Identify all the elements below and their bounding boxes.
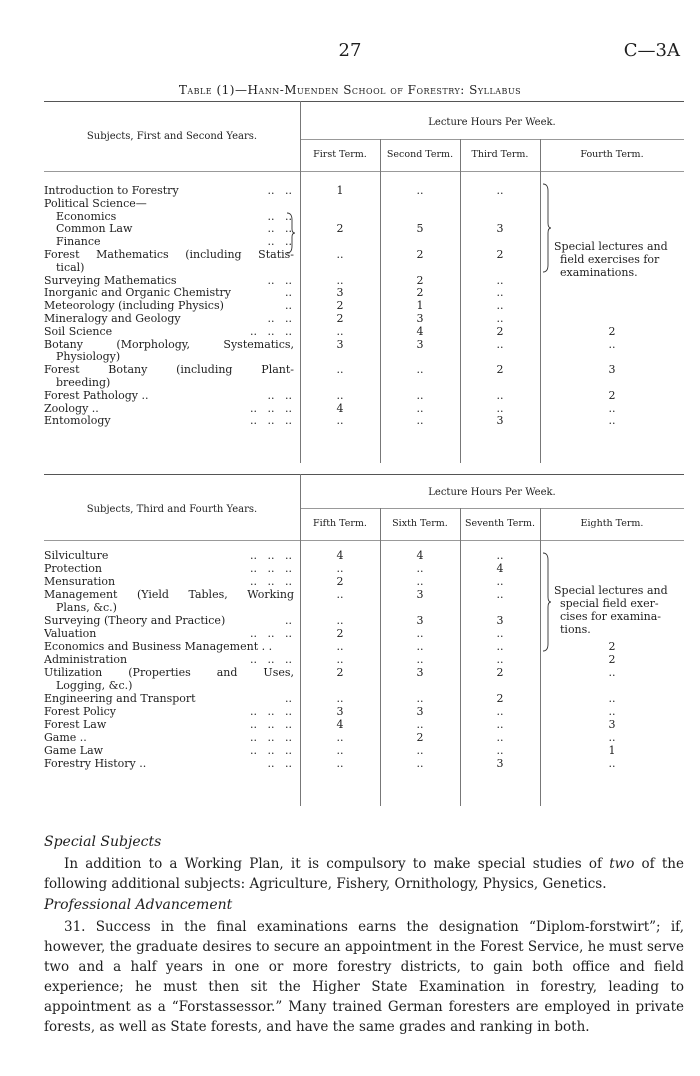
subject-name: Soil Science — [44, 325, 113, 338]
hours-cell: 3 — [496, 222, 504, 236]
subject-name: Economics and Business Management . . — [44, 641, 273, 653]
hours-cell: .. — [416, 627, 424, 640]
subject-name: Forest Botany (including Plant- — [44, 364, 294, 377]
leader-dots: .. .. .. — [250, 744, 292, 757]
special-note-line: cises for examina- — [560, 610, 662, 623]
subject-name: Surveying (Theory and Practice) — [44, 615, 226, 627]
subject-name: Mineralogy and Geology — [44, 313, 181, 325]
leader-dots: .. .. — [267, 312, 292, 325]
hours-cell: .. — [608, 757, 616, 770]
hours-cell: 2 — [336, 627, 344, 640]
hours-cell: .. — [496, 312, 504, 325]
special-note-line: field exercises for — [560, 253, 660, 266]
hours-cell: 3 — [416, 614, 424, 627]
subject-name: Economics — [56, 210, 117, 223]
table-row — [44, 403, 684, 416]
hours-cell: 2 — [416, 248, 424, 261]
subject-name: Meteorology (including Physics) — [44, 300, 224, 313]
hours-cell: .. — [336, 653, 344, 666]
subject-name: Engineering and Transport — [44, 693, 196, 705]
lecture-hours-header: Lecture Hours Per Week. — [428, 117, 556, 128]
hours-cell: .. — [608, 705, 616, 718]
table-top-rule — [44, 101, 684, 102]
subjects-header: Subjects, Third and Fourth Years. — [86, 504, 258, 515]
hours-cell: 3 — [336, 705, 344, 718]
leader-dots: .. .. .. — [250, 401, 292, 415]
table-row — [44, 339, 684, 365]
hours-cell: .. — [416, 401, 424, 415]
leader-dots: .. .. — [267, 235, 292, 249]
hours-cell: 2 — [416, 731, 424, 744]
table-row — [44, 758, 684, 771]
hours-cell: 3 — [416, 705, 424, 718]
term-header-3: Third Term. — [471, 149, 529, 160]
table-row — [44, 654, 684, 667]
professional-advancement-paragraph — [44, 917, 684, 1037]
subject-name: Forest Mathematics (including Statis- — [44, 249, 294, 261]
hours-cell: 3 — [416, 588, 424, 601]
hours-cell: .. — [496, 653, 504, 666]
term-header-6: Sixth Term. — [392, 518, 448, 529]
table-row — [44, 223, 684, 236]
table-row — [44, 693, 684, 706]
leader-dots: .. .. — [267, 209, 292, 223]
hours-cell: .. — [416, 363, 424, 377]
hours-cell: .. — [336, 273, 344, 287]
table-row — [44, 732, 684, 745]
hours-cell: .. — [496, 588, 504, 601]
hours-cell: 1 — [336, 184, 344, 197]
hours-cell: .. — [416, 184, 424, 197]
subject-name: Entomology — [44, 415, 111, 428]
hours-cell: .. — [336, 363, 344, 377]
page-code: C—3A — [623, 40, 680, 61]
hours-cell: 2 — [608, 653, 616, 666]
hours-cell: 2 — [336, 666, 344, 679]
professional-advancement-heading: Professional Advancement — [44, 897, 233, 913]
hours-cell: 2 — [336, 575, 344, 588]
table-row — [44, 745, 684, 758]
table-row — [44, 364, 684, 390]
special-subjects-heading: Special Subjects — [44, 834, 162, 850]
syllabus-table-first-second-years — [44, 101, 684, 463]
hours-cell: 3 — [608, 363, 616, 377]
hours-cell: .. — [496, 299, 504, 313]
term-header-4: Fourth Term. — [580, 149, 644, 160]
hours-cell: 2 — [336, 299, 344, 313]
hours-cell: .. — [416, 640, 424, 653]
leader-dots: .. .. — [267, 184, 292, 197]
subject-name: Silviculture — [44, 550, 109, 562]
leader-dots: .. — [285, 286, 292, 300]
table-row — [44, 287, 684, 300]
hours-cell: .. — [608, 692, 616, 705]
para-text: of the following additional subjects: Agriculture, Fishery, Ornithology, Physics, Genetics. — [44, 856, 684, 892]
leader-dots: .. .. .. — [250, 414, 292, 428]
hours-cell: .. — [496, 731, 504, 744]
table-title: Table (1)—Hann-Muenden School of Forestry: Syllabus — [178, 83, 522, 97]
hours-cell: 4 — [416, 324, 424, 338]
hours-cell: .. — [416, 562, 424, 575]
hours-cell: .. — [336, 414, 344, 428]
term-header-5: Fifth Term. — [313, 518, 367, 529]
subject-name: Utilization (Properties and Uses, — [44, 667, 294, 679]
page-number: 27 — [338, 40, 362, 61]
hours-cell: .. — [336, 614, 344, 627]
subject-continuation: tical) — [56, 260, 85, 274]
hours-cell: .. — [608, 666, 616, 679]
hours-cell: 2 — [608, 640, 616, 653]
hours-cell: .. — [496, 286, 504, 300]
hours-cell: .. — [416, 718, 424, 731]
hours-cell: 2 — [608, 388, 616, 402]
hours-cell: 3 — [416, 312, 424, 325]
table-row — [44, 719, 684, 732]
para-text: In addition to a Working Plan, it is compulsory to make special studies of — [64, 856, 610, 872]
subject-name: Game .. — [44, 732, 87, 744]
subject-name: Inorganic and Organic Chemistry — [44, 287, 231, 300]
special-subjects-paragraph — [44, 854, 684, 894]
hours-cell: .. — [496, 273, 504, 287]
hours-cell: 2 — [496, 666, 504, 679]
hours-cell: 2 — [496, 324, 504, 338]
hours-cell: .. — [496, 337, 504, 351]
table-row — [44, 185, 684, 198]
hours-cell: 1 — [416, 299, 424, 313]
hours-cell: .. — [336, 640, 344, 653]
table-row — [44, 313, 684, 326]
leader-dots: .. .. .. — [250, 324, 292, 338]
subject-name: Valuation — [44, 628, 97, 640]
table-row — [44, 198, 684, 211]
hours-cell: 4 — [336, 401, 344, 415]
hours-cell: .. — [608, 731, 616, 744]
hours-cell: .. — [416, 653, 424, 666]
hours-cell: 3 — [496, 757, 504, 770]
syllabus-table-third-fourth-years — [44, 474, 684, 806]
hours-cell: .. — [496, 640, 504, 653]
hours-cell: 4 — [336, 718, 344, 731]
leader-dots: .. — [285, 299, 292, 313]
subject-name: Game Law — [44, 745, 104, 757]
subject-name: Forest Law — [44, 719, 107, 731]
special-note-line: Special lectures and — [554, 584, 668, 597]
hours-cell: .. — [336, 324, 344, 338]
subject-name: Protection — [44, 563, 103, 575]
header-subrule — [300, 508, 684, 509]
hours-cell: .. — [496, 718, 504, 731]
special-brace — [542, 183, 552, 276]
hours-cell: 2 — [336, 222, 344, 236]
grouping-brace — [286, 212, 296, 257]
special-note-line: tions. — [560, 623, 591, 636]
hours-cell: .. — [336, 388, 344, 402]
hours-cell: .. — [608, 337, 616, 351]
table-top-rule — [44, 474, 684, 475]
hours-cell: 3 — [336, 286, 344, 300]
hours-cell: .. — [496, 388, 504, 402]
leader-dots: .. .. .. — [250, 718, 292, 731]
subject-name: Forestry History .. — [44, 758, 147, 770]
leader-dots: .. .. — [267, 222, 292, 236]
hours-cell: 2 — [496, 692, 504, 705]
subject-name: Finance — [56, 236, 101, 249]
subject-name: Introduction to Forestry — [44, 185, 179, 197]
header-bottom-rule — [44, 171, 684, 172]
subject-name: Surveying Mathematics — [44, 274, 177, 287]
hours-cell: 5 — [416, 222, 424, 236]
leader-dots: .. — [285, 614, 292, 627]
hours-cell: .. — [336, 757, 344, 770]
leader-dots: .. — [285, 692, 292, 705]
header-bottom-rule — [44, 540, 684, 541]
para-emphasis: two — [609, 856, 635, 872]
leader-dots: .. .. — [267, 273, 292, 287]
hours-cell: 2 — [608, 324, 616, 338]
hours-cell: .. — [416, 414, 424, 428]
hours-cell: 2 — [496, 363, 504, 377]
hours-cell: 3 — [416, 666, 424, 679]
leader-dots: .. .. .. — [250, 562, 292, 575]
leader-dots: .. .. .. — [250, 705, 292, 718]
hours-cell: .. — [336, 744, 344, 757]
term-header-7: Seventh Term. — [465, 518, 535, 529]
para-text: 31. Success in the final examinations earns the designation “Diplom-forstwirt”; if, however, the graduate desires to secure an appointment in the Forest Service, he must serve two and a half years in one or more forestry districts, to gain both office and field experience; he must then sit the Higher State Examination in forestry, leading to appointment as a “Forstassessor.” Many trained German foresters are employed in private forests, as well as State forests, and have the same grades and ranking in both. — [44, 919, 684, 1035]
leader-dots: .. .. .. — [250, 549, 292, 562]
hours-cell: 2 — [416, 286, 424, 300]
table-row — [44, 211, 684, 224]
subject-name: Political Science— — [44, 197, 147, 210]
hours-cell: .. — [496, 744, 504, 757]
hours-cell: .. — [496, 705, 504, 718]
table-row — [44, 390, 684, 403]
leader-dots: .. .. .. — [250, 731, 292, 744]
hours-cell: .. — [336, 588, 344, 601]
subject-name: Mensuration — [44, 576, 116, 588]
hours-cell: .. — [496, 575, 504, 588]
special-lectures-note — [554, 240, 668, 279]
table-row — [44, 641, 684, 654]
table-row — [44, 326, 684, 339]
hours-cell: .. — [496, 401, 504, 415]
subject-continuation: Logging, &c.) — [56, 679, 133, 692]
special-lectures-note — [554, 584, 668, 636]
hours-cell: .. — [416, 757, 424, 770]
hours-cell: .. — [336, 731, 344, 744]
subject-continuation: Plans, &c.) — [56, 601, 117, 614]
subject-name: Common Law — [56, 223, 133, 236]
subject-continuation: Physiology) — [56, 350, 121, 364]
hours-cell: .. — [336, 562, 344, 575]
hours-cell: .. — [336, 692, 344, 705]
hours-cell: .. — [416, 744, 424, 757]
subject-name: Zoology .. — [44, 402, 99, 415]
term-header-8: Eighth Term. — [580, 518, 644, 529]
header-subrule — [300, 139, 684, 140]
term-header-2: Second Term. — [386, 149, 454, 160]
leader-dots: .. .. — [267, 757, 292, 770]
term-header-1: First Term. — [313, 149, 367, 160]
hours-cell: 3 — [416, 337, 424, 351]
table-row — [44, 667, 684, 693]
hours-cell: 2 — [416, 273, 424, 287]
special-note-line: special field exer- — [560, 597, 659, 610]
table-row — [44, 300, 684, 313]
hours-cell: 4 — [416, 549, 424, 562]
hours-cell: .. — [416, 388, 424, 402]
hours-cell: .. — [496, 549, 504, 562]
hours-cell: 3 — [496, 614, 504, 627]
subject-name: Forest Policy — [44, 706, 116, 718]
table-row — [44, 550, 684, 563]
hours-cell: .. — [608, 401, 616, 415]
subject-name: Forest Pathology .. — [44, 389, 149, 402]
leader-dots: .. .. .. — [250, 575, 292, 588]
table-row — [44, 415, 684, 428]
leader-dots: .. .. .. — [250, 653, 292, 666]
subject-name: Botany (Morphology, Systematics, — [44, 338, 294, 351]
hours-cell: 4 — [336, 549, 344, 562]
subject-continuation: breeding) — [56, 375, 111, 389]
hours-cell: .. — [608, 414, 616, 428]
special-note-line: Special lectures and — [554, 240, 668, 253]
leader-dots: .. .. — [267, 388, 292, 402]
hours-cell: .. — [416, 575, 424, 588]
hours-cell: .. — [416, 692, 424, 705]
hours-cell: 2 — [496, 248, 504, 261]
subject-name: Management (Yield Tables, Working — [44, 589, 294, 601]
hours-cell: 3 — [336, 337, 344, 351]
special-note-line: examinations. — [560, 266, 638, 279]
subject-name: Administration — [44, 654, 128, 666]
hours-cell: 2 — [336, 312, 344, 325]
hours-cell: .. — [496, 184, 504, 197]
leader-dots: .. .. .. — [250, 627, 292, 640]
hours-cell: 1 — [608, 744, 616, 757]
hours-cell: 4 — [496, 562, 504, 575]
hours-cell: 3 — [496, 414, 504, 428]
table-row — [44, 706, 684, 719]
table-row — [44, 563, 684, 576]
hours-cell: 3 — [608, 718, 616, 731]
subjects-header: Subjects, First and Second Years. — [86, 131, 258, 142]
lecture-hours-header: Lecture Hours Per Week. — [428, 487, 556, 498]
hours-cell: .. — [496, 627, 504, 640]
hours-cell: .. — [336, 248, 344, 261]
special-brace — [542, 552, 552, 655]
